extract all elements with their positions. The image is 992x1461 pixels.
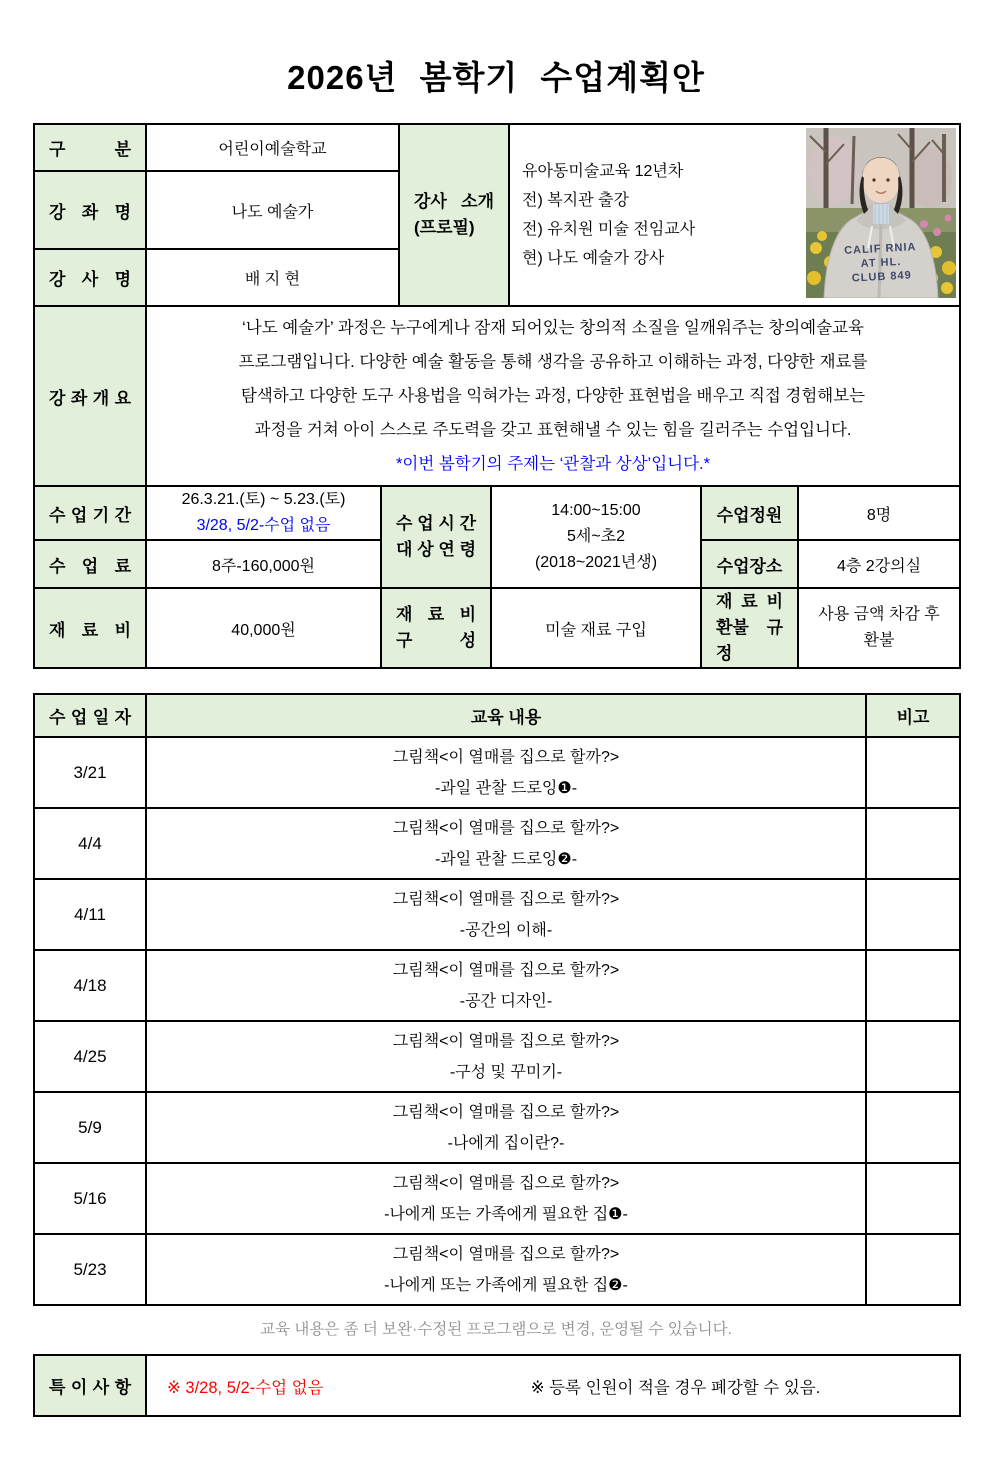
- schedule-section: [33, 693, 959, 1306]
- schedule-content-line1: 그림책<이 열매를 집으로 할까?>: [392, 1174, 620, 1192]
- period-value: 26.3.21.(토) ~ 5.23.(토): [181, 491, 346, 508]
- instructor-intro-label-line2: (프로필): [414, 218, 475, 237]
- overview-label: 강 좌 개 요: [34, 306, 146, 486]
- schedule-content-line2: -과일 관찰 드로잉❶-: [434, 779, 578, 797]
- special-notes-table: [33, 1354, 961, 1417]
- schedule-date-header: 수 업 일 자: [34, 694, 146, 737]
- schedule-content-line1: 그림책<이 열매를 집으로 할까?>: [392, 1103, 620, 1121]
- material-comp-label: [381, 588, 491, 668]
- hoodie-text-line3: CLUB 849: [851, 269, 913, 285]
- schedule-note-header: 비고: [866, 694, 960, 737]
- schedule-content: [146, 1021, 866, 1092]
- schedule-row: [34, 879, 960, 950]
- capacity-label: 수업정원: [701, 486, 798, 540]
- schedule-header-row: [34, 694, 960, 737]
- time-value: 14:00~15:00: [551, 502, 641, 519]
- schedule-row: [34, 1163, 960, 1234]
- profile-line: 전) 복지관 출강: [522, 192, 629, 209]
- table-row: [34, 486, 960, 540]
- special-notes-section: [33, 1354, 959, 1417]
- schedule-note-cell: [866, 1092, 960, 1163]
- schedule-row: [34, 1234, 960, 1305]
- schedule-note-cell: [866, 879, 960, 950]
- refund-label-line1: 재 료 비: [716, 592, 783, 611]
- age-value: 5세~초2: [566, 528, 626, 545]
- schedule-content: [146, 950, 866, 1021]
- schedule-note-cell: [866, 808, 960, 879]
- schedule-content: [146, 808, 866, 879]
- change-disclaimer-note: 교육 내용은 좀 더 보완·수정된 프로그램으로 변경, 운영될 수 있습니다.: [260, 1321, 732, 1338]
- refund-value-cell: [798, 588, 960, 668]
- instructor-photo-illustration: [806, 128, 956, 298]
- info-table: [33, 123, 961, 307]
- special-notes-cell: [146, 1355, 960, 1416]
- schedule-note-cell: [866, 1021, 960, 1092]
- schedule-note-cell: [866, 950, 960, 1021]
- schedule-content-line2: -나에게 또는 가족에게 필요한 집❶-: [384, 1205, 628, 1223]
- course-name-value: 나도 예술가: [146, 171, 399, 249]
- profile-line: 유아동미술교육 12년차: [522, 163, 684, 180]
- time-label-line: 수 업 시 간: [396, 514, 476, 533]
- instructor-name-label: 강 사 명: [34, 249, 146, 306]
- fee-value: 8주-160,000원: [146, 540, 381, 588]
- overview-body-cell: [146, 306, 960, 486]
- schedule-content-line1: 그림책<이 열매를 집으로 할까?>: [392, 748, 620, 766]
- instructor-profile-cell: [509, 124, 960, 306]
- schedule-note-cell: [866, 1234, 960, 1305]
- schedule-content-line2: -공간의 이해-: [459, 921, 553, 939]
- schedule-content-line1: 그림책<이 열매를 집으로 할까?>: [392, 890, 620, 908]
- schedule-content-line2: -구성 및 꾸미기-: [449, 1063, 563, 1081]
- refund-label: [701, 588, 798, 668]
- overview-line: 과정을 거쳐 아이 스스로 주도력을 갖고 표현해낼 수 있는 힘을 길러주는 수업입니다.: [254, 421, 852, 439]
- material-comp-label-line1: 재 료 비: [396, 605, 476, 624]
- schedule-content-line2: -과일 관찰 드로잉❷-: [434, 850, 578, 868]
- hoodie-text-line1: CALIF RNIA: [843, 241, 917, 257]
- schedule-row: [34, 737, 960, 808]
- capacity-value: 8명: [798, 486, 960, 540]
- overview-highlight: *이번 봄학기의 주제는 ‘관찰과 상상’입니다.*: [395, 455, 711, 473]
- schedule-row: [34, 808, 960, 879]
- course-info-section: [33, 123, 959, 669]
- schedule-content-line1: 그림책<이 열매를 집으로 할까?>: [392, 1245, 620, 1263]
- details-table: [33, 485, 961, 669]
- schedule-row: [34, 1021, 960, 1092]
- schedule-content: [146, 1163, 866, 1234]
- schedule-date: 3/21: [34, 737, 146, 808]
- fee-label: 수 업 료: [34, 540, 146, 588]
- schedule-content-line1: 그림책<이 열매를 집으로 할까?>: [392, 819, 620, 837]
- table-row: [34, 588, 960, 668]
- schedule-date: 5/9: [34, 1092, 146, 1163]
- material-fee-label: 재 료 비: [34, 588, 146, 668]
- special-notes-label: 특 이 사 항: [34, 1355, 146, 1416]
- schedule-content-line1: 그림책<이 열매를 집으로 할까?>: [392, 961, 620, 979]
- instructor-profile-text: [522, 157, 799, 273]
- profile-line: 현) 나도 예술가 강사: [522, 250, 665, 267]
- place-value: 4층 2강의실: [798, 540, 960, 588]
- schedule-note-cell: [866, 737, 960, 808]
- instructor-intro-label: [399, 124, 509, 306]
- schedule-content: [146, 1234, 866, 1305]
- profile-line: 전) 유치원 미술 전임교사: [522, 221, 696, 238]
- schedule-date: 4/4: [34, 808, 146, 879]
- schedule-content: [146, 879, 866, 950]
- course-name-label: 강 좌 명: [34, 171, 146, 249]
- material-comp-value: 미술 재료 구입: [491, 588, 701, 668]
- category-label: 구 분: [34, 124, 146, 171]
- schedule-content: [146, 737, 866, 808]
- time-age-label: [381, 486, 491, 588]
- schedule-content-line2: -나에게 집이란?-: [447, 1134, 565, 1152]
- schedule-content-line1: 그림책<이 열매를 집으로 할까?>: [392, 1032, 620, 1050]
- time-age-value-cell: [491, 486, 701, 588]
- table-row: [34, 124, 960, 171]
- schedule-date: 4/18: [34, 950, 146, 1021]
- overview-line: 탐색하고 다양한 도구 사용법을 익혀가는 과정, 다양한 표현법을 배우고 직접 경험해보는: [240, 387, 866, 405]
- overview-line: ‘나도 예술가’ 과정은 누구에게나 잠재 되어있는 창의적 소질을 일깨워주는 창의예술교육: [242, 319, 864, 337]
- instructor-photo: [806, 128, 956, 298]
- material-comp-label-line2: 구 성: [396, 631, 476, 650]
- refund-value-line2: 환불: [863, 632, 895, 649]
- schedule-content-header: 교육 내용: [146, 694, 866, 737]
- period-label: 수 업 기 간: [34, 486, 146, 540]
- schedule-date: 4/25: [34, 1021, 146, 1092]
- schedule-row: [34, 950, 960, 1021]
- overview-line: 프로그램입니다. 다양한 예술 활동을 통해 생각을 공유하고 이해하는 과정, 다양한 재료를: [238, 353, 868, 371]
- material-fee-value: 40,000원: [146, 588, 381, 668]
- instructor-name-value: 배 지 현: [146, 249, 399, 306]
- period-note: 3/28, 5/2-수업 없음: [196, 517, 331, 534]
- cancellation-note: ※ 등록 인원이 적을 경우 폐강할 수 있음.: [530, 1378, 821, 1397]
- schedule-content-line2: -나에게 또는 가족에게 필요한 집❷-: [384, 1276, 628, 1294]
- table-row: [34, 306, 960, 486]
- age-label-line: 대 상 연 령: [396, 540, 476, 559]
- overview-table: [33, 305, 961, 487]
- no-class-note: ※ 3/28, 5/2-수업 없음: [167, 1378, 324, 1397]
- schedule-table: [33, 693, 961, 1306]
- schedule-row: [34, 1092, 960, 1163]
- schedule-content: [146, 1092, 866, 1163]
- page-title: 2026년 봄학기 수업계획안: [287, 59, 705, 96]
- hoodie-text-line2: AT HL.: [860, 255, 902, 271]
- table-row: [34, 1355, 960, 1416]
- special-notes-content: [147, 1374, 959, 1398]
- schedule-note-cell: [866, 1163, 960, 1234]
- birth-year-value: (2018~2021년생): [534, 554, 658, 571]
- category-value: 어린이예술학교: [146, 124, 399, 171]
- instructor-intro-label-line1: 강사 소개: [414, 192, 494, 211]
- place-label: 수업장소: [701, 540, 798, 588]
- schedule-date: 5/16: [34, 1163, 146, 1234]
- overview-body: [147, 307, 959, 485]
- schedule-content-line2: -공간 디자인-: [459, 992, 553, 1010]
- schedule-date: 5/23: [34, 1234, 146, 1305]
- schedule-date: 4/11: [34, 879, 146, 950]
- refund-label-line2: 환불 규정: [716, 618, 783, 663]
- refund-value-line1: 사용 금액 차감 후: [818, 606, 940, 623]
- period-value-cell: [146, 486, 381, 540]
